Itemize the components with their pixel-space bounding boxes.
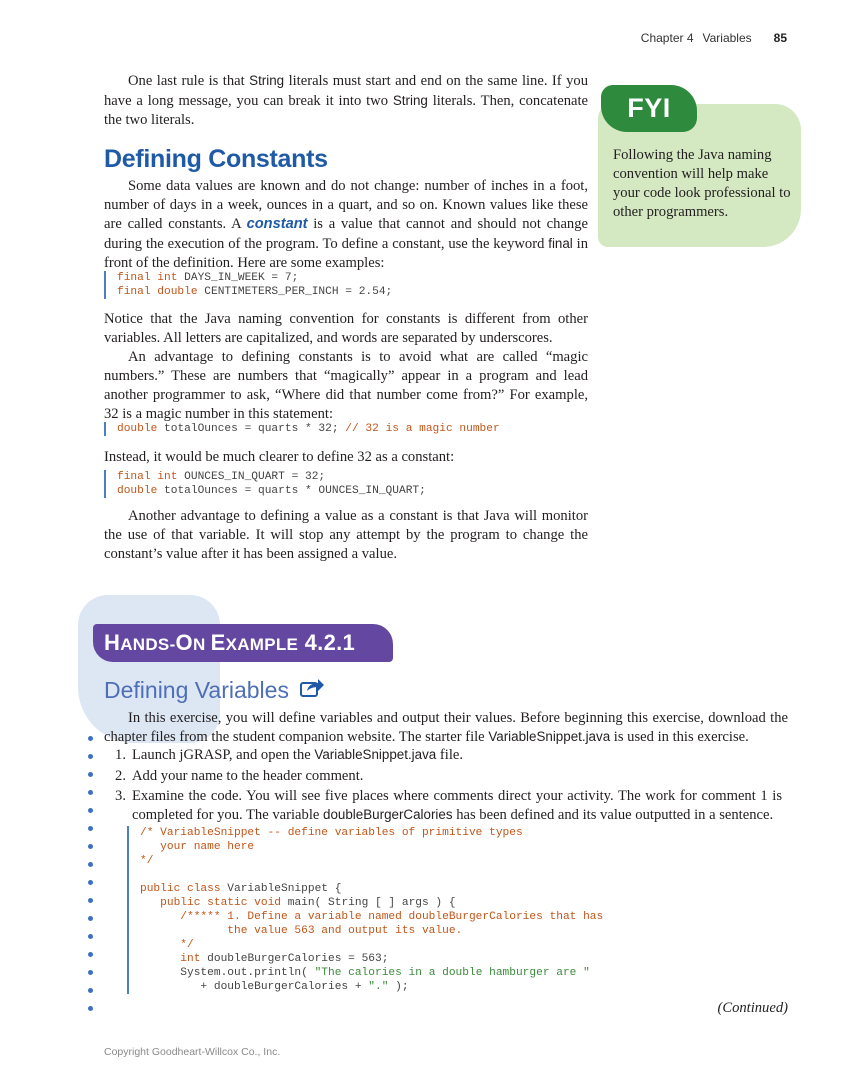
text-run: Some data values are known and do not change: number of inches in a foot, number of days in a week, ounces in a quart, and so on. Known values like these are called constants. A — [104, 178, 588, 232]
code-text: totalOunces = quarts * OUNCES_IN_QUART; — [157, 485, 426, 497]
section-title: Defining Constants — [104, 145, 328, 173]
code-comment: // 32 is a magic number — [345, 423, 500, 435]
hands-on-title-text: Defining Variables — [104, 677, 289, 703]
banner-letter: O — [175, 630, 193, 655]
code-comment: */ — [140, 855, 154, 867]
code-keyword: final int — [117, 272, 178, 284]
fyi-text: Following the Java naming convention will help make your code look professional to other programmers. — [613, 147, 791, 220]
step-number: 3. — [115, 788, 126, 804]
code-text: VariableSnippet { — [220, 883, 342, 895]
paragraph-text: Notice that the Java naming convention for constants is different from other variables. All letters are capitalized, and words are separated by underscores. — [104, 311, 588, 346]
hands-on-banner — [93, 624, 393, 662]
code-comment: */ — [140, 939, 194, 951]
banner-text: N — [192, 635, 211, 654]
constants-paragraph — [104, 177, 588, 273]
step-3 — [104, 787, 788, 824]
code-comment: /***** 1. Define a variable named doubleBurgerCalories that has — [140, 911, 604, 923]
code-comment: /* VariableSnippet -- define variables of primitive types — [140, 827, 523, 839]
paragraph-text: Another advantage to defining a value as a constant is that Java will monitor the use of that variable. It will stop any attempt by the program to change the constant’s value after it has been assigned a value. — [104, 508, 588, 562]
margin-dot — [88, 772, 93, 777]
margin-dot — [88, 754, 93, 759]
exercise-intro — [104, 709, 788, 746]
inline-code: VariableSnippet.java — [314, 747, 437, 762]
text-run: is used in this exercise. — [610, 728, 749, 745]
step-1 — [104, 746, 788, 765]
code-block-constants — [104, 271, 588, 299]
chapter-label — [641, 31, 752, 45]
code-comment: the value 563 and output its value. — [140, 925, 463, 937]
intro-paragraph — [104, 71, 588, 130]
code-keyword: final double — [117, 286, 198, 298]
share-arrow-icon[interactable] — [299, 676, 325, 704]
margin-dot — [88, 952, 93, 957]
code-string: "The calories in a double hamburger are " — [314, 967, 590, 979]
text-run: is a value that cannot and should not change during the execution of the program. To define a constant, use the keyword — [104, 216, 589, 252]
inline-code: doubleBurgerCalories — [323, 806, 453, 822]
text-run: Add your name to the header comment. — [132, 768, 364, 784]
fyi-label: FYI — [601, 85, 697, 132]
text-run: Examine the code. You will see five places where comments direct your activity. The work for comment 1 is completed for you. The variable — [132, 788, 782, 823]
code-keyword: public class — [140, 883, 221, 895]
banner-letter: E — [210, 630, 226, 655]
code-keyword: double — [117, 485, 158, 497]
code-text: ); — [388, 981, 409, 993]
step-number: 1. — [115, 747, 126, 763]
text-run: One last rule is that — [128, 73, 250, 89]
code-indent — [140, 897, 160, 909]
banner-text: ANDS- — [120, 635, 176, 654]
margin-dot — [88, 988, 93, 993]
text-run: literals. Then, concatenate the two literals. — [104, 93, 589, 128]
margin-dot — [88, 934, 93, 939]
code-text: DAYS_IN_WEEK = 7; — [177, 272, 299, 284]
code-block-variable-snippet — [127, 826, 603, 994]
key-term: constant — [246, 216, 308, 232]
text-run: In this exercise, you will define variables and output their values. Before beginning this exercise, download the chapter files from the student companion website. The starter file — [104, 710, 788, 745]
margin-dot — [88, 862, 93, 867]
code-comment: your name here — [140, 841, 255, 853]
margin-dot — [88, 844, 93, 849]
margin-dot — [88, 790, 93, 795]
banner-letter: H — [104, 630, 121, 655]
chapter-title: Variables — [702, 31, 752, 45]
margin-dot — [88, 1006, 93, 1011]
clearer-paragraph — [104, 448, 588, 467]
inline-code: final — [548, 236, 573, 251]
text-run: has been defined and its value outputted in a sentence. — [452, 806, 774, 823]
code-string: "." — [368, 981, 389, 993]
margin-dot — [88, 826, 93, 831]
continued-note: (Continued) — [717, 1000, 788, 1016]
paragraph-text: Instead, it would be much clearer to define 32 as a constant: — [104, 449, 455, 465]
code-indent — [140, 953, 180, 965]
margin-dot — [88, 736, 93, 741]
copyright-footer: Copyright Goodheart-Willcox Co., Inc. — [104, 1046, 281, 1058]
margin-dot — [88, 880, 93, 885]
monitor-paragraph — [104, 507, 588, 564]
code-block-magic — [104, 422, 588, 436]
margin-dot — [88, 898, 93, 903]
text-run: Launch jGRASP, and open the — [132, 747, 315, 763]
margin-dot — [88, 970, 93, 975]
code-keyword: final int — [117, 471, 178, 483]
running-header — [641, 31, 787, 45]
text-run: file. — [436, 747, 463, 763]
code-text: doubleBurgerCalories = 563; — [200, 953, 389, 965]
text-run: literals must start and end on the same line. If you have a long message, you can break it into two — [104, 73, 588, 109]
code-keyword: double — [117, 423, 158, 435]
banner-text: XAMPLE — [225, 635, 299, 654]
code-text: System.out.println( — [140, 967, 315, 979]
code-block-constant-fix — [104, 470, 588, 498]
chapter-number: Chapter 4 — [640, 31, 694, 45]
code-keyword: int — [180, 953, 201, 965]
paragraph-text: An advantage to defining constants is to avoid what are called “magic numbers.” These are numbers that “magically” appear in a program and lead another programmer to ask, “Where did that number come from?” For example, 32 is a magic number in this statement: — [104, 349, 588, 422]
inline-code: String — [249, 73, 285, 88]
naming-paragraph — [104, 310, 588, 348]
section-heading-wrap — [104, 145, 588, 173]
hands-on-title — [104, 676, 325, 704]
magic-paragraph — [104, 348, 588, 424]
step-2 — [104, 767, 788, 786]
step-number: 2. — [115, 768, 126, 784]
margin-dot — [88, 916, 93, 921]
inline-code: VariableSnippet.java — [488, 728, 611, 744]
code-text: + doubleBurgerCalories + — [140, 981, 369, 993]
banner-number: 4.2.1 — [298, 630, 356, 655]
inline-code: String — [392, 93, 428, 108]
code-text: OUNCES_IN_QUART = 32; — [177, 471, 326, 483]
code-text: totalOunces = quarts * 32; — [157, 423, 346, 435]
text-run: in front of the definition. Here are some examples: — [104, 236, 588, 271]
code-text: CENTIMETERS_PER_INCH = 2.54; — [197, 286, 393, 298]
page-number: 85 — [773, 31, 787, 45]
code-text: main( String [ ] args ) { — [281, 897, 456, 909]
code-keyword: public static void — [160, 897, 282, 909]
margin-dot — [88, 808, 93, 813]
